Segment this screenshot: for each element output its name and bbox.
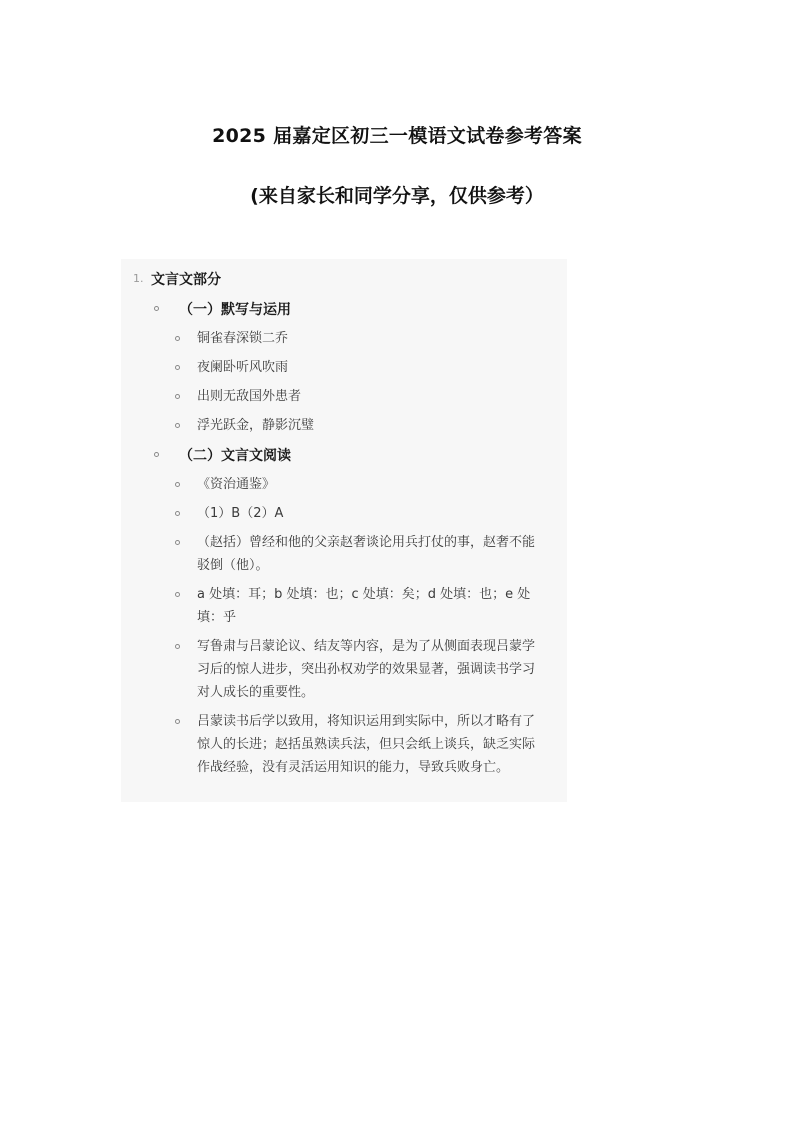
list-item	[121, 583, 567, 629]
answer-text: 《资治通鉴》	[197, 477, 276, 492]
answer-text: （赵括）曾经和他的父亲赵奢谈论用兵打仗的事，赵奢不能驳倒（他）。	[197, 535, 536, 573]
answer-text: 写鲁肃与吕蒙论议、结友等内容，是为了从侧面表现吕蒙学习后的惊人进步，突出孙权劝学的效果显著，强调读书学习对人成长的重要性。	[197, 639, 536, 700]
answer-screenshot	[121, 259, 567, 802]
section-number: 1.	[133, 272, 144, 285]
list-item	[121, 414, 567, 437]
hollow-bullet-icon	[175, 482, 180, 487]
part1-title: （一）默写与运用	[179, 302, 291, 318]
answer-text: 出则无敌国外患者	[197, 389, 302, 404]
list-item	[121, 635, 567, 704]
section-title: 文言文部分	[151, 272, 221, 288]
part2-title: （二）文言文阅读	[179, 448, 291, 464]
answer-text: 吕蒙读书后学以致用，将知识运用到实际中，所以才略有了惊人的长进；赵括虽熟读兵法，但只会纸上谈兵，缺乏实际作战经验，没有灵活运用知识的能力，导致兵败身亡。	[197, 714, 536, 775]
hollow-bullet-icon	[175, 511, 180, 516]
section-heading	[121, 267, 567, 291]
list-item	[121, 385, 567, 408]
list-item	[121, 473, 567, 496]
hollow-bullet-icon	[175, 336, 180, 341]
hollow-bullet-icon	[175, 592, 180, 597]
list-item	[121, 710, 567, 779]
hollow-bullet-icon	[175, 719, 180, 724]
document-subtitle: (来自家长和同学分享，仅供参考）	[250, 185, 544, 207]
answer-text: 铜雀春深锁二乔	[197, 331, 289, 346]
list-item	[121, 531, 567, 577]
answer-text: 浮光跃金，静影沉璧	[197, 418, 315, 433]
hollow-bullet-icon	[154, 306, 159, 311]
document-title: 2025 届嘉定区初三一模语文试卷参考答案	[212, 125, 582, 147]
hollow-bullet-icon	[175, 423, 180, 428]
hollow-bullet-icon	[175, 365, 180, 370]
list-item	[121, 502, 567, 525]
part2-heading	[121, 443, 567, 468]
hollow-bullet-icon	[175, 394, 180, 399]
answer-text: a 处填：耳；b 处填：也；c 处填：矣；d 处填：也；e 处填：乎	[197, 587, 531, 625]
hollow-bullet-icon	[175, 644, 180, 649]
answer-text: （1）B（2）A	[197, 506, 284, 521]
list-item	[121, 327, 567, 350]
answer-text: 夜阑卧听风吹雨	[197, 360, 289, 375]
hollow-bullet-icon	[175, 540, 180, 545]
hollow-bullet-icon	[154, 452, 159, 457]
part1-heading	[121, 297, 567, 322]
list-item	[121, 356, 567, 379]
